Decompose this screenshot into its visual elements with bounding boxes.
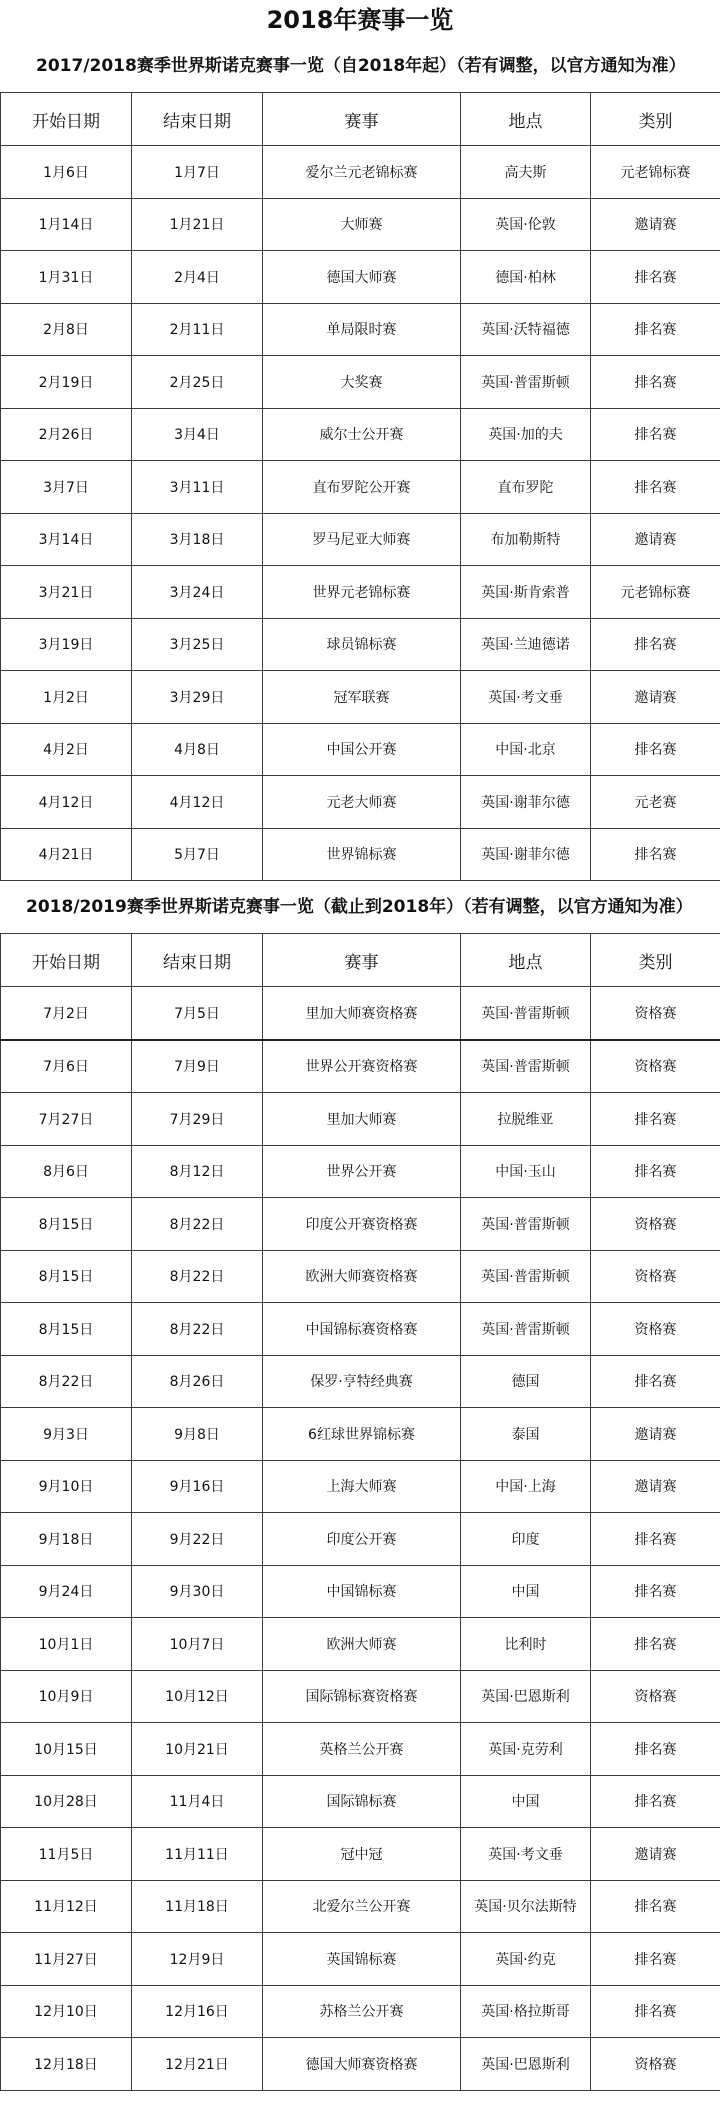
- cell-start-date: 4月21日: [1, 828, 132, 881]
- table-row: [1, 1250, 720, 1303]
- table-row: [1, 1198, 720, 1251]
- cell-end-date: 11月4日: [132, 1775, 263, 1828]
- section-2017-2018-heading: 2017/2018赛季世界斯诺克赛事一览（自2018年起）（若有调整，以官方通知为准）: [36, 56, 686, 76]
- cell-event: 世界锦标赛: [263, 828, 461, 881]
- cell-start-date: 1月14日: [1, 198, 132, 251]
- table-row: [1, 1460, 720, 1513]
- cell-event: 6红球世界锦标赛: [263, 1408, 461, 1461]
- table-row: [1, 723, 720, 776]
- table-row: [1, 1408, 720, 1461]
- table-row: [1, 618, 720, 671]
- table-row: [1, 461, 720, 514]
- cell-event: 欧洲大师赛资格赛: [263, 1250, 461, 1303]
- cell-start-date: 10月28日: [1, 1775, 132, 1828]
- cell-event: 中国锦标赛资格赛: [263, 1303, 461, 1356]
- cell-end-date: 1月21日: [132, 198, 263, 251]
- cell-event: 里加大师赛资格赛: [263, 987, 461, 1040]
- cell-start-date: 4月2日: [1, 723, 132, 776]
- cell-end-date: 9月8日: [132, 1408, 263, 1461]
- schedule-table-2018-2019: [0, 933, 720, 2091]
- cell-end-date: 3月4日: [132, 408, 263, 461]
- table-row: [1, 1775, 720, 1828]
- cell-start-date: 12月10日: [1, 1985, 132, 2038]
- cell-category: 排名赛: [591, 1933, 720, 1986]
- header-category: 类别: [591, 93, 720, 146]
- table-row: [1, 251, 720, 304]
- cell-end-date: 1月7日: [132, 146, 263, 199]
- cell-start-date: 7月6日: [1, 1040, 132, 1093]
- table-row: [1, 198, 720, 251]
- cell-location: 中国·玉山: [461, 1145, 591, 1198]
- cell-event: 大师赛: [263, 198, 461, 251]
- cell-start-date: 9月10日: [1, 1460, 132, 1513]
- cell-event: 德国大师赛资格赛: [263, 2038, 461, 2091]
- cell-event: 中国锦标赛: [263, 1565, 461, 1618]
- cell-event: 国际锦标赛: [263, 1775, 461, 1828]
- cell-location: 英国·普雷斯顿: [461, 356, 591, 409]
- table-row: [1, 566, 720, 619]
- cell-end-date: 12月16日: [132, 1985, 263, 2038]
- cell-start-date: 11月27日: [1, 1933, 132, 1986]
- table-row: [1, 671, 720, 724]
- cell-category: 排名赛: [591, 1985, 720, 2038]
- cell-start-date: 8月6日: [1, 1145, 132, 1198]
- table-row: [1, 1880, 720, 1933]
- header-end-date: 结束日期: [132, 93, 263, 146]
- cell-location: 英国·加的夫: [461, 408, 591, 461]
- cell-end-date: 3月29日: [132, 671, 263, 724]
- cell-event: 威尔士公开赛: [263, 408, 461, 461]
- cell-event: 冠中冠: [263, 1828, 461, 1881]
- cell-end-date: 8月22日: [132, 1198, 263, 1251]
- cell-start-date: 9月18日: [1, 1513, 132, 1566]
- cell-location: 英国·普雷斯顿: [461, 1250, 591, 1303]
- cell-start-date: 10月15日: [1, 1723, 132, 1776]
- cell-event: 印度公开赛: [263, 1513, 461, 1566]
- cell-location: 英国·普雷斯顿: [461, 1303, 591, 1356]
- page-title: 2018年赛事一览: [266, 6, 454, 34]
- header-start-date: 开始日期: [1, 934, 132, 987]
- cell-event: 大奖赛: [263, 356, 461, 409]
- cell-end-date: 12月9日: [132, 1933, 263, 1986]
- cell-category: 邀请赛: [591, 671, 720, 724]
- cell-start-date: 10月1日: [1, 1618, 132, 1671]
- cell-start-date: 11月12日: [1, 1880, 132, 1933]
- cell-location: 英国·普雷斯顿: [461, 1040, 591, 1093]
- cell-end-date: 7月29日: [132, 1093, 263, 1146]
- cell-category: 排名赛: [591, 1145, 720, 1198]
- cell-end-date: 10月12日: [132, 1670, 263, 1723]
- cell-location: 英国·格拉斯哥: [461, 1985, 591, 2038]
- header-event: 赛事: [263, 93, 461, 146]
- cell-category: 排名赛: [591, 723, 720, 776]
- cell-category: 元老赛: [591, 776, 720, 829]
- cell-start-date: 8月15日: [1, 1303, 132, 1356]
- cell-start-date: 3月19日: [1, 618, 132, 671]
- cell-event: 元老大师赛: [263, 776, 461, 829]
- cell-category: 邀请赛: [591, 198, 720, 251]
- table-row: [1, 1933, 720, 1986]
- cell-end-date: 7月5日: [132, 987, 263, 1040]
- cell-category: 资格赛: [591, 2038, 720, 2091]
- cell-start-date: 1月31日: [1, 251, 132, 304]
- cell-end-date: 3月24日: [132, 566, 263, 619]
- cell-location: 中国: [461, 1775, 591, 1828]
- cell-category: 排名赛: [591, 828, 720, 881]
- cell-start-date: 10月9日: [1, 1670, 132, 1723]
- cell-start-date: 9月3日: [1, 1408, 132, 1461]
- cell-location: 中国·北京: [461, 723, 591, 776]
- table-row: [1, 1093, 720, 1146]
- cell-end-date: 4月12日: [132, 776, 263, 829]
- cell-location: 英国·斯肯索普: [461, 566, 591, 619]
- cell-event: 保罗·亨特经典赛: [263, 1355, 461, 1408]
- cell-event: 中国公开赛: [263, 723, 461, 776]
- cell-location: 英国·巴恩斯利: [461, 1670, 591, 1723]
- header-start-date: 开始日期: [1, 93, 132, 146]
- cell-category: 资格赛: [591, 1303, 720, 1356]
- cell-event: 世界公开赛: [263, 1145, 461, 1198]
- cell-event: 冠军联赛: [263, 671, 461, 724]
- cell-category: 资格赛: [591, 1198, 720, 1251]
- cell-start-date: 2月19日: [1, 356, 132, 409]
- cell-location: 英国·谢菲尔德: [461, 776, 591, 829]
- table-row: [1, 408, 720, 461]
- cell-location: 英国·谢菲尔德: [461, 828, 591, 881]
- cell-end-date: 12月21日: [132, 2038, 263, 2091]
- cell-end-date: 2月4日: [132, 251, 263, 304]
- table-row: [1, 1040, 720, 1093]
- cell-event: 球员锦标赛: [263, 618, 461, 671]
- table-row: [1, 1723, 720, 1776]
- cell-category: 排名赛: [591, 251, 720, 304]
- cell-event: 德国大师赛: [263, 251, 461, 304]
- cell-start-date: 8月15日: [1, 1198, 132, 1251]
- cell-location: 布加勒斯特: [461, 513, 591, 566]
- cell-location: 高夫斯: [461, 146, 591, 199]
- cell-end-date: 9月30日: [132, 1565, 263, 1618]
- cell-category: 排名赛: [591, 1355, 720, 1408]
- cell-location: 英国·考文垂: [461, 671, 591, 724]
- cell-end-date: 7月9日: [132, 1040, 263, 1093]
- cell-start-date: 7月27日: [1, 1093, 132, 1146]
- header-event: 赛事: [263, 934, 461, 987]
- cell-start-date: 7月2日: [1, 987, 132, 1040]
- cell-start-date: 11月5日: [1, 1828, 132, 1881]
- table-row: [1, 1670, 720, 1723]
- cell-event: 欧洲大师赛: [263, 1618, 461, 1671]
- cell-category: 资格赛: [591, 1250, 720, 1303]
- table-row: [1, 513, 720, 566]
- cell-end-date: 11月11日: [132, 1828, 263, 1881]
- table-row: [1, 1985, 720, 2038]
- cell-category: 资格赛: [591, 1040, 720, 1093]
- section-2018-2019-heading: 2018/2019赛季世界斯诺克赛事一览（截止到2018年）（若有调整，以官方通知为准）: [26, 897, 693, 917]
- cell-start-date: 8月22日: [1, 1355, 132, 1408]
- table-row: [1, 1303, 720, 1356]
- cell-location: 英国·约克: [461, 1933, 591, 1986]
- cell-end-date: 11月18日: [132, 1880, 263, 1933]
- cell-event: 英格兰公开赛: [263, 1723, 461, 1776]
- cell-category: 排名赛: [591, 408, 720, 461]
- cell-category: 元老锦标赛: [591, 146, 720, 199]
- table-row: [1, 356, 720, 409]
- cell-category: 排名赛: [591, 1880, 720, 1933]
- cell-location: 比利时: [461, 1618, 591, 1671]
- cell-location: 英国·沃特福德: [461, 303, 591, 356]
- cell-location: 中国: [461, 1565, 591, 1618]
- cell-location: 中国·上海: [461, 1460, 591, 1513]
- cell-location: 英国·伦敦: [461, 198, 591, 251]
- cell-start-date: 2月8日: [1, 303, 132, 356]
- table-row: [1, 2038, 720, 2091]
- cell-start-date: 2月26日: [1, 408, 132, 461]
- table-row: [1, 303, 720, 356]
- cell-event: 苏格兰公开赛: [263, 1985, 461, 2038]
- header-location: 地点: [461, 93, 591, 146]
- cell-location: 印度: [461, 1513, 591, 1566]
- cell-event: 世界公开赛资格赛: [263, 1040, 461, 1093]
- cell-category: 排名赛: [591, 303, 720, 356]
- cell-category: 排名赛: [591, 461, 720, 514]
- table-row: [1, 987, 720, 1040]
- cell-category: 资格赛: [591, 1670, 720, 1723]
- cell-event: 直布罗陀公开赛: [263, 461, 461, 514]
- table-header-row: [1, 934, 720, 987]
- cell-location: 英国·巴恩斯利: [461, 2038, 591, 2091]
- cell-category: 元老锦标赛: [591, 566, 720, 619]
- cell-location: 英国·克劳利: [461, 1723, 591, 1776]
- cell-end-date: 3月25日: [132, 618, 263, 671]
- cell-end-date: 8月26日: [132, 1355, 263, 1408]
- table-row: [1, 1565, 720, 1618]
- cell-event: 英国锦标赛: [263, 1933, 461, 1986]
- cell-category: 邀请赛: [591, 513, 720, 566]
- cell-location: 德国: [461, 1355, 591, 1408]
- cell-event: 上海大师赛: [263, 1460, 461, 1513]
- cell-category: 邀请赛: [591, 1460, 720, 1513]
- header-category: 类别: [591, 934, 720, 987]
- cell-end-date: 8月22日: [132, 1303, 263, 1356]
- table-row: [1, 828, 720, 881]
- table-row: [1, 1145, 720, 1198]
- cell-end-date: 4月8日: [132, 723, 263, 776]
- cell-category: 邀请赛: [591, 1408, 720, 1461]
- cell-end-date: 9月16日: [132, 1460, 263, 1513]
- table-row: [1, 1355, 720, 1408]
- table-row: [1, 1828, 720, 1881]
- cell-category: 排名赛: [591, 618, 720, 671]
- schedule-table-2017-2018: [0, 92, 720, 881]
- cell-start-date: 3月21日: [1, 566, 132, 619]
- cell-start-date: 12月18日: [1, 2038, 132, 2091]
- cell-location: 英国·贝尔法斯特: [461, 1880, 591, 1933]
- table-row: [1, 1618, 720, 1671]
- cell-end-date: 8月22日: [132, 1250, 263, 1303]
- cell-event: 单局限时赛: [263, 303, 461, 356]
- cell-category: 邀请赛: [591, 1828, 720, 1881]
- cell-event: 印度公开赛资格赛: [263, 1198, 461, 1251]
- cell-end-date: 2月11日: [132, 303, 263, 356]
- cell-start-date: 1月6日: [1, 146, 132, 199]
- cell-category: 排名赛: [591, 1093, 720, 1146]
- cell-location: 拉脱维亚: [461, 1093, 591, 1146]
- cell-location: 英国·兰迪德诺: [461, 618, 591, 671]
- table-row: [1, 1513, 720, 1566]
- cell-start-date: 3月14日: [1, 513, 132, 566]
- table-header-row: [1, 93, 720, 146]
- cell-end-date: 10月7日: [132, 1618, 263, 1671]
- cell-category: 排名赛: [591, 1618, 720, 1671]
- cell-category: 排名赛: [591, 1775, 720, 1828]
- cell-end-date: 5月7日: [132, 828, 263, 881]
- cell-event: 北爱尔兰公开赛: [263, 1880, 461, 1933]
- cell-start-date: 9月24日: [1, 1565, 132, 1618]
- cell-start-date: 4月12日: [1, 776, 132, 829]
- cell-start-date: 1月2日: [1, 671, 132, 724]
- cell-category: 排名赛: [591, 356, 720, 409]
- cell-event: 世界元老锦标赛: [263, 566, 461, 619]
- cell-start-date: 8月15日: [1, 1250, 132, 1303]
- header-end-date: 结束日期: [132, 934, 263, 987]
- cell-end-date: 9月22日: [132, 1513, 263, 1566]
- cell-start-date: 3月7日: [1, 461, 132, 514]
- cell-location: 泰国: [461, 1408, 591, 1461]
- cell-category: 排名赛: [591, 1513, 720, 1566]
- table-row: [1, 776, 720, 829]
- cell-category: 排名赛: [591, 1723, 720, 1776]
- cell-end-date: 3月18日: [132, 513, 263, 566]
- cell-location: 英国·考文垂: [461, 1828, 591, 1881]
- cell-location: 德国·柏林: [461, 251, 591, 304]
- cell-category: 资格赛: [591, 987, 720, 1040]
- cell-event: 罗马尼亚大师赛: [263, 513, 461, 566]
- cell-event: 爱尔兰元老锦标赛: [263, 146, 461, 199]
- cell-end-date: 10月21日: [132, 1723, 263, 1776]
- table-row: [1, 146, 720, 199]
- cell-event: 里加大师赛: [263, 1093, 461, 1146]
- cell-location: 直布罗陀: [461, 461, 591, 514]
- cell-end-date: 2月25日: [132, 356, 263, 409]
- cell-end-date: 3月11日: [132, 461, 263, 514]
- cell-category: 排名赛: [591, 1565, 720, 1618]
- cell-event: 国际锦标赛资格赛: [263, 1670, 461, 1723]
- header-location: 地点: [461, 934, 591, 987]
- cell-end-date: 8月12日: [132, 1145, 263, 1198]
- cell-location: 英国·普雷斯顿: [461, 987, 591, 1040]
- cell-location: 英国·普雷斯顿: [461, 1198, 591, 1251]
